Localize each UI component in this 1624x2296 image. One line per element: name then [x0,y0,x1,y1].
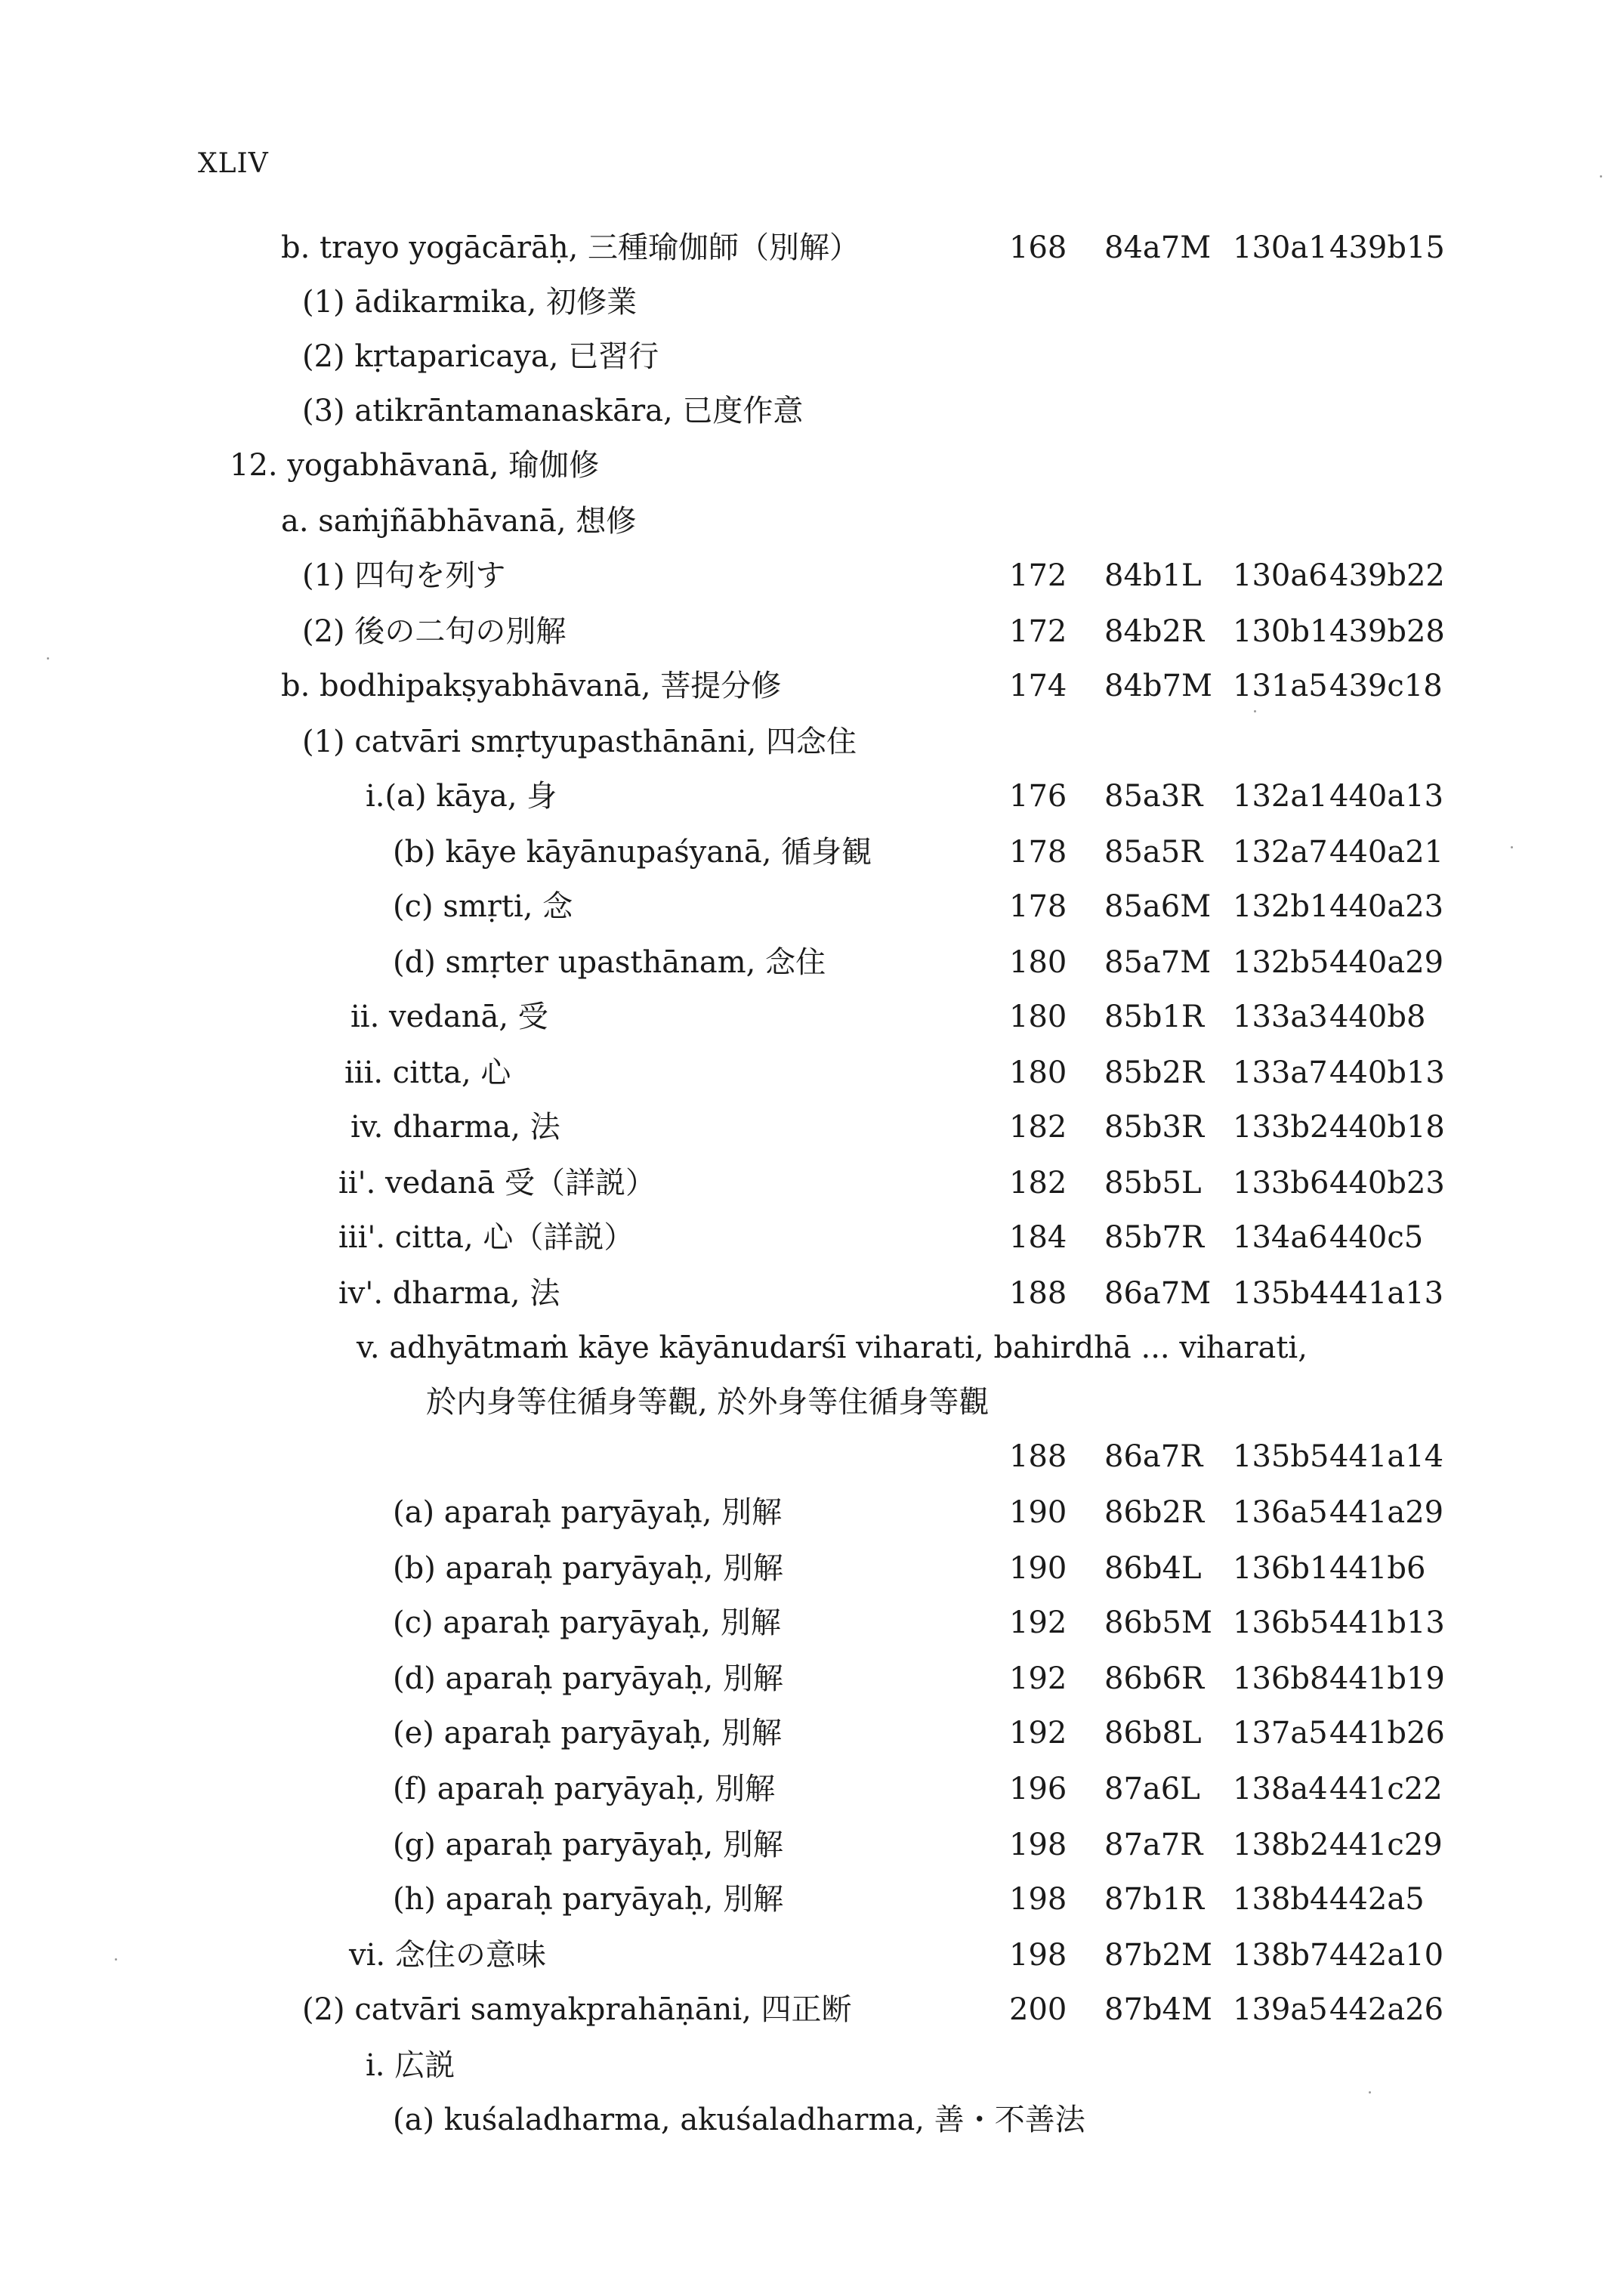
taisho-ref: 440b23 [1329,1166,1445,1201]
manuscript-ref: 137a5 [1233,1716,1328,1751]
tibetan-ref: 85a6M [1104,889,1212,924]
tibetan-ref: 85a3R [1104,779,1203,814]
taisho-ref: 441a13 [1329,1276,1444,1311]
entry-title: v. adhyātmaṁ kāye kāyānudarśī viharati, bahirdhā ... viharati, [357,1330,1308,1365]
toc-entry [0,2093,1624,2147]
page-ref: 178 [1009,835,1067,870]
entry-title: (b) kāye kāyānupaśyanā, 循身観 [393,835,872,870]
taisho-ref: 441a14 [1329,1439,1444,1474]
tibetan-ref: 85b5L [1104,1166,1202,1201]
page-ref: 180 [1009,945,1067,980]
tibetan-ref: 85a7M [1104,945,1212,980]
tibetan-ref: 87a6L [1104,1772,1200,1806]
entry-title: ii'. vedanā 受（詳説） [338,1166,656,1201]
taisho-ref: 439c18 [1329,669,1443,703]
entry-title: (g) aparaḥ paryāyaḥ, 別解 [393,1828,783,1862]
toc-entry [0,1266,1624,1321]
toc-entry [0,1429,1624,1484]
taisho-ref: 440b18 [1329,1110,1445,1145]
page-number: XLIV [198,148,269,179]
taisho-ref: 440a29 [1329,945,1444,980]
entry-title: (e) aparaḥ paryāyaḥ, 別解 [393,1716,782,1751]
toc-entry [0,879,1624,934]
tibetan-ref: 86b5M [1104,1605,1212,1640]
toc-entry [0,659,1624,713]
page-ref: 184 [1009,1220,1067,1255]
entry-title: iii. citta, 心 [344,1055,511,1090]
manuscript-ref: 136b8 [1233,1661,1329,1696]
tibetan-ref: 87a7R [1104,1828,1203,1862]
entry-title: (d) aparaḥ paryāyaḥ, 別解 [393,1661,783,1696]
taisho-ref: 440a21 [1329,835,1444,870]
tibetan-ref: 86b4L [1104,1551,1202,1586]
entry-title: (2) kṛtaparicaya, 已習行 [302,339,659,374]
entry-title: (1) ādikarmika, 初修業 [302,285,638,320]
taisho-ref: 441b19 [1329,1661,1445,1696]
manuscript-ref: 136b1 [1233,1551,1329,1586]
taisho-ref: 439b15 [1329,230,1445,265]
entry-title: 於内身等住循身等觀, 於外身等住循身等觀 [426,1385,990,1420]
manuscript-ref: 135b5 [1233,1439,1329,1474]
entry-title: (b) aparaḥ paryāyaḥ, 別解 [393,1551,783,1586]
taisho-ref: 441c22 [1329,1772,1443,1806]
toc-entry [0,1596,1624,1650]
manuscript-ref: 138a4 [1233,1772,1328,1806]
manuscript-ref: 136b5 [1233,1605,1329,1640]
tibetan-ref: 84b7M [1104,669,1212,703]
page-ref: 172 [1009,614,1067,649]
tibetan-ref: 86b2R [1104,1495,1205,1530]
scan-speck [1369,2091,1371,2094]
taisho-ref: 441b6 [1329,1551,1426,1586]
toc-entry [0,1046,1624,1100]
taisho-ref: 439b22 [1329,558,1445,593]
toc-entry [0,990,1624,1044]
entry-title: i.(a) kāya, 身 [366,779,557,814]
taisho-ref: 442a5 [1329,1882,1425,1917]
toc-entry [0,1818,1624,1872]
tibetan-ref: 85a5R [1104,835,1203,870]
toc-entry [0,1156,1624,1210]
manuscript-ref: 138b7 [1233,1938,1329,1973]
toc-entry [0,769,1624,824]
manuscript-ref: 136a5 [1233,1495,1328,1530]
toc-entry [0,384,1624,438]
taisho-ref: 440c5 [1329,1220,1424,1255]
tibetan-ref: 87b4M [1104,1992,1212,2027]
tibetan-ref: 87b2M [1104,1938,1212,1973]
entry-title: (1) catvāri smṛtyupasthānāni, 四念住 [302,725,857,759]
page-ref: 182 [1009,1166,1067,1201]
scan-speck [1511,846,1513,848]
page-ref: 172 [1009,558,1067,593]
page-ref: 196 [1009,1772,1067,1806]
tibetan-ref: 84a7M [1104,230,1212,265]
toc-entry [0,715,1624,769]
toc-entry [0,1541,1624,1596]
page-ref: 188 [1009,1439,1067,1474]
toc-entry [0,1928,1624,1982]
tibetan-ref: 86a7R [1104,1439,1203,1474]
manuscript-ref: 131a5 [1233,669,1328,703]
page-ref: 174 [1009,669,1067,703]
manuscript-ref: 133a3 [1233,1000,1328,1034]
taisho-ref: 439b28 [1329,614,1445,649]
toc-entry [0,1652,1624,1706]
toc-entry [0,549,1624,603]
scan-speck [1600,175,1602,178]
toc-entry [0,438,1624,493]
toc-entry [0,825,1624,879]
toc-entry [0,1762,1624,1816]
manuscript-ref: 138b4 [1233,1882,1329,1917]
taisho-ref: 442a10 [1329,1938,1444,1973]
entry-title: (2) catvāri samyakprahāṇāni, 四正断 [302,1992,852,2027]
entry-title: 12. yogabhāvanā, 瑜伽修 [230,448,600,483]
entry-title: (d) smṛter upasthānam, 念住 [393,945,826,980]
tibetan-ref: 84b1L [1104,558,1202,593]
toc-entry [0,1485,1624,1540]
tibetan-ref: 85b1R [1104,1000,1205,1034]
scan-speck [1254,710,1256,712]
toc-entry [0,1706,1624,1760]
entry-title: (c) smṛti, 念 [393,889,573,924]
tibetan-ref: 85b3R [1104,1110,1205,1145]
toc-entry [0,275,1624,329]
page-ref: 176 [1009,779,1067,814]
taisho-ref: 441c29 [1329,1828,1443,1862]
entry-title: (a) kuśaladharma, akuśaladharma, 善・不善法 [393,2103,1085,2137]
page-ref: 190 [1009,1551,1067,1586]
manuscript-ref: 132b5 [1233,945,1329,980]
entry-title: (3) atikrāntamanaskāra, 已度作意 [302,394,804,428]
manuscript-ref: 139a5 [1233,1992,1328,2027]
taisho-ref: 441b26 [1329,1716,1445,1751]
page-ref: 198 [1009,1938,1067,1973]
page-ref: 180 [1009,1055,1067,1090]
manuscript-ref: 133b6 [1233,1166,1329,1201]
toc-entry [0,494,1624,549]
toc-entry [0,221,1624,275]
entry-title: (f) aparaḥ paryāyaḥ, 別解 [393,1772,776,1806]
taisho-ref: 440b8 [1329,1000,1426,1034]
taisho-ref: 440b13 [1329,1055,1445,1090]
tibetan-ref: 87b1R [1104,1882,1205,1917]
manuscript-ref: 130b1 [1233,614,1329,649]
manuscript-ref: 134a6 [1233,1220,1328,1255]
toc-entry [0,1100,1624,1154]
entry-title: (1) 四句を列す [302,558,506,593]
manuscript-ref: 132b1 [1233,889,1329,924]
toc-entry [0,1872,1624,1927]
tibetan-ref: 86b8L [1104,1716,1202,1751]
taisho-ref: 441b13 [1329,1605,1445,1640]
page-ref: 182 [1009,1110,1067,1145]
page-ref: 198 [1009,1828,1067,1862]
manuscript-ref: 130a1 [1233,230,1328,265]
entry-title: b. trayo yogācārāḥ, 三種瑜伽師（別解） [281,230,860,265]
scan-speck [115,1958,117,1961]
manuscript-ref: 132a7 [1233,835,1328,870]
entry-title: (a) aparaḥ paryāyaḥ, 別解 [393,1495,783,1530]
manuscript-ref: 133b2 [1233,1110,1329,1145]
entry-title: (2) 後の二句の別解 [302,614,567,649]
taisho-ref: 442a26 [1329,1992,1444,2027]
toc-entry [0,329,1624,384]
manuscript-ref: 133a7 [1233,1055,1328,1090]
toc-entry [0,2038,1624,2093]
manuscript-ref: 135b4 [1233,1276,1329,1311]
toc-entry [0,1210,1624,1265]
page-ref: 180 [1009,1000,1067,1034]
taisho-ref: 440a23 [1329,889,1444,924]
manuscript-ref: 132a1 [1233,779,1328,814]
entry-title: (c) aparaḥ paryāyaḥ, 別解 [393,1605,781,1640]
entry-title: b. bodhipakṣyabhāvanā, 菩提分修 [281,669,782,703]
entry-title: iii'. citta, 心（詳説） [338,1220,634,1255]
entry-title: vi. 念住の意味 [349,1938,546,1973]
page-ref: 190 [1009,1495,1067,1530]
entry-title: a. saṁjñābhāvanā, 想修 [281,504,637,539]
page-ref: 192 [1009,1661,1067,1696]
toc-entry [0,1375,1624,1429]
toc-entry [0,935,1624,990]
taisho-ref: 441a29 [1329,1495,1444,1530]
manuscript-ref: 130a6 [1233,558,1328,593]
tibetan-ref: 86a7M [1104,1276,1212,1311]
toc-entry [0,1982,1624,2037]
page-ref: 178 [1009,889,1067,924]
toc-entry [0,1321,1624,1375]
manuscript-ref: 138b2 [1233,1828,1329,1862]
entry-title: iv. dharma, 法 [350,1110,560,1145]
tibetan-ref: 86b6R [1104,1661,1205,1696]
tibetan-ref: 85b2R [1104,1055,1205,1090]
page-ref: 192 [1009,1716,1067,1751]
entry-title: iv'. dharma, 法 [338,1276,560,1311]
scan-speck [47,657,49,660]
tibetan-ref: 84b2R [1104,614,1205,649]
page-ref: 200 [1009,1992,1067,2027]
page-ref: 198 [1009,1882,1067,1917]
entry-title: ii. vedanā, 受 [350,1000,548,1034]
page-ref: 188 [1009,1276,1067,1311]
page-ref: 168 [1009,230,1067,265]
entry-title: (h) aparaḥ paryāyaḥ, 別解 [393,1882,784,1917]
page-ref: 192 [1009,1605,1067,1640]
taisho-ref: 440a13 [1329,779,1444,814]
tibetan-ref: 85b7R [1104,1220,1205,1255]
toc-entry [0,604,1624,659]
entry-title: i. 広説 [366,2048,455,2083]
